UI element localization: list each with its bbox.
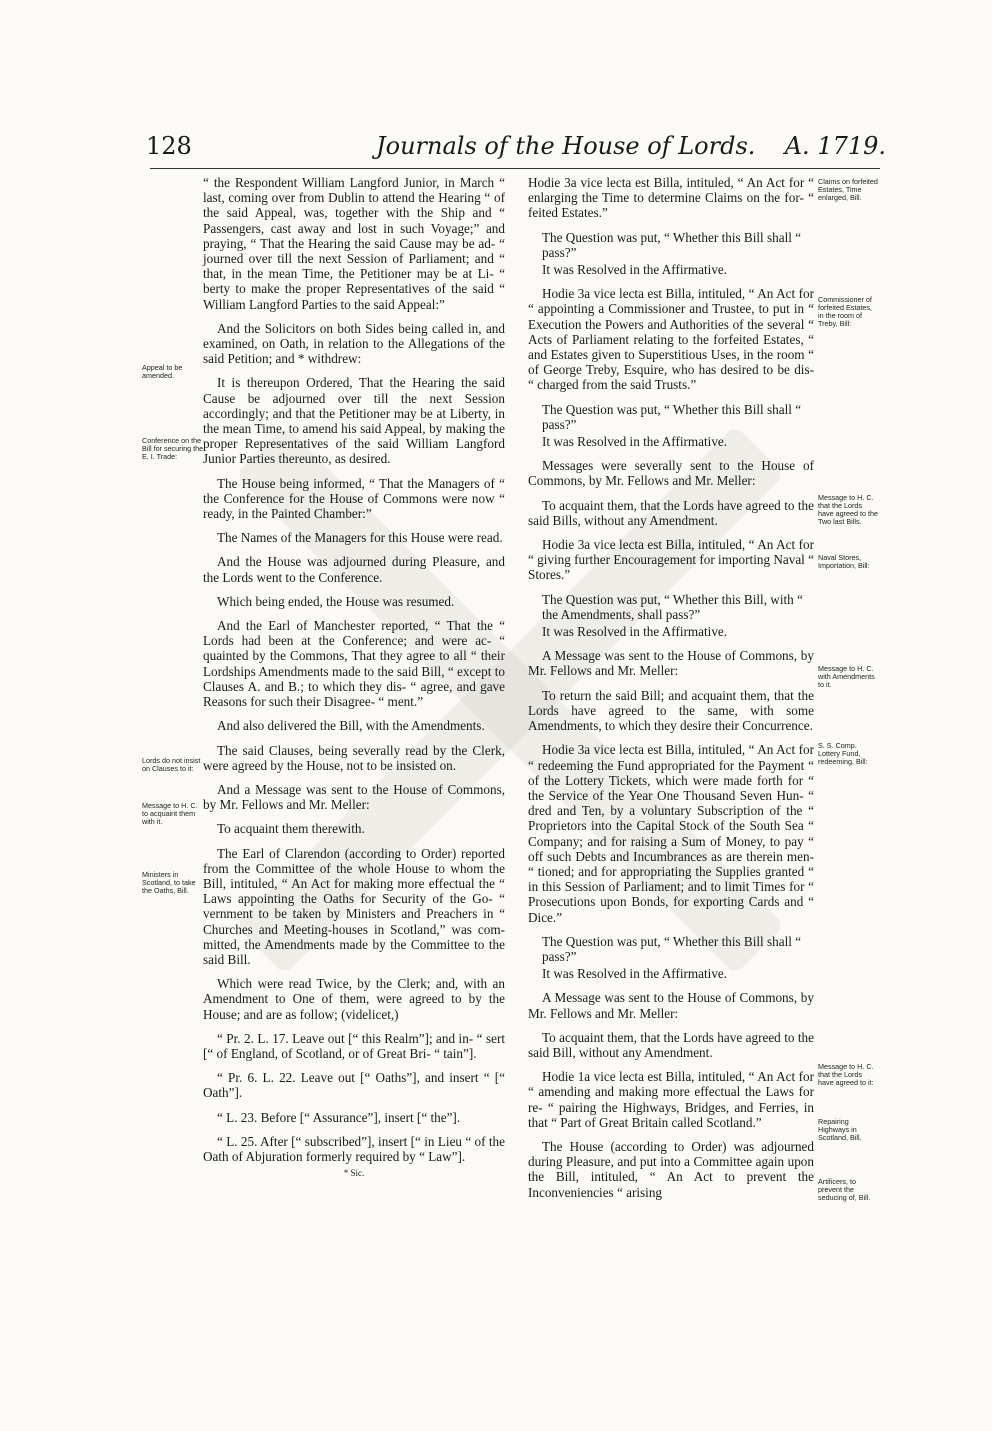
left-column	[203, 175, 505, 1181]
paragraph: Hodie 3a vice lecta est Billa, intituled, “ An Act for “ enlarging the Time to determine Claims on the for- “ feited Estates.”	[528, 175, 814, 221]
paragraph: Hodie 3a vice lecta est Billa, intituled, “ An Act for “ redeeming the Fund appropriated for the Payment “ of the Lottery Tickets, which were made forth for “ the Service of the Year One Thousand Seven Hun- “ dred and Ten, by a voluntary Subscription of the “ Proprietors into the Capital Stock of the South Sea “ Company; and for raising a Sum of Money, to pay “ off such Debts and Incumbrances as are therein men- “ tioned; and for appropriating the Supplies granted “ in this Session of Parliament; and to limit Times for “ Prosecutions upon Bonds, for exporting Cards and “ Dice.”	[528, 742, 814, 925]
paragraph: And the House was adjourned during Pleasure, and the Lords went to the Conference.	[203, 554, 505, 585]
paragraph: And the Solicitors on both Sides being called in, and examined, on Oath, in relation to the Allegations of the said Petition; and * withdrew:	[203, 320, 505, 367]
margin-note: Lords do not insist on Clauses to it:	[142, 756, 201, 773]
paragraph: And also delivered the Bill, with the Amendments.	[217, 718, 485, 734]
margin-note: Naval Stores, Importation, Bill:	[818, 553, 870, 570]
paragraph: “ Pr. 6. L. 22. Leave out [“ Oaths”], and insert “ [“ Oath”].	[203, 1070, 505, 1101]
paragraph: “ Pr. 2. L. 17. Leave out [“ this Realm”]; and in- “ sert [“ of England, of Scotland, or of Great Bri- “ tain”].	[203, 1030, 505, 1061]
page-header	[146, 132, 886, 172]
paragraph: The House (according to Order) was adjourned during Pleasure, and put into a Committee again upon the Bill, intituled, “ An Act to prevent the Inconveniencies “ arising	[528, 1138, 814, 1200]
page-year: A. 1719.	[784, 132, 886, 160]
margin-note: Message to H. C. to acquaint them with it.	[142, 801, 198, 826]
footnote: * Sic.	[343, 1168, 365, 1179]
question-line: The Question was put, “ Whether this Bill shall “ pass?”	[542, 229, 802, 260]
paragraph: Which were read Twice, by the Clerk; and, with an Amendment to One of them, were agreed to by the House; and are as follow; (videlicet,)	[203, 976, 505, 1022]
resolution-line: It was Resolved in the Affirmative.	[542, 966, 728, 982]
margin-note: Artificers, to prevent the seducing of, Bill.	[818, 1177, 871, 1202]
paragraph: The Names of the Managers for this House were read.	[217, 530, 503, 546]
paragraph: Which being ended, the House was resumed.	[217, 593, 455, 609]
margin-note: Message to H. C. with Amendments to it.	[818, 664, 875, 689]
paragraph: A Message was sent to the House of Commons, by Mr. Fellows and Mr. Meller:	[528, 990, 814, 1021]
paragraph: Hodie 1a vice lecta est Billa, intituled, “ An Act for “ amending and making more effectual the Laws for re- “ pairing the Highways, Bridges, and Ferries, in that “ Part of Great Britain called Scotland.”	[528, 1069, 814, 1130]
running-title: Journals of the House of Lords.	[376, 132, 756, 160]
resolution-line: It was Resolved in the Affirmative.	[542, 262, 728, 278]
paragraph: To acquaint them therewith.	[217, 821, 365, 837]
margin-note: S. S. Comp. Lottery Fund, redeeming, Bill:	[818, 741, 868, 766]
question-line: The Question was put, “ Whether this Bill shall “ pass?”	[542, 401, 802, 432]
margin-note: Claims on forfeited Estates, Time enlarged, Bill.	[818, 177, 878, 202]
paragraph: It is thereupon Ordered, That the Hearing the said Cause be adjourned over till the next Session accordingly; and that the Petitioner may be at Liberty, in the mean Time, to amend his said Appeal, by making the proper Representatives of the said William Langford Junior Parties thereunto, as desired.	[203, 375, 505, 467]
margin-note: Appeal to be amended.	[142, 363, 183, 380]
margin-note: Message to H. C. that the Lords have agreed to it:	[818, 1062, 874, 1087]
paragraph: And a Message was sent to the House of Commons, by Mr. Fellows and Mr. Meller:	[203, 781, 505, 813]
question-line: The Question was put, “ Whether this Bill, with “ the Amendments, shall pass?”	[542, 591, 803, 622]
paragraph: Messages were severally sent to the House of Commons, by Mr. Fellows and Mr. Meller:	[528, 458, 814, 489]
paragraph: To acquaint them, that the Lords have agreed to the said Bills, without any Amendment.	[528, 497, 814, 528]
margin-note: Repairing Highways in Scotland, Bill.	[818, 1117, 862, 1142]
paragraph: “ L. 23. Before [“ Assurance”], insert [“ the”].	[217, 1109, 461, 1125]
paragraph: The Earl of Clarendon (according to Order) reported from the Committee of the whole House to whom the Bill, intituled, “ An Act for making more effectual the “ Laws appointing the Oaths for Security of the Go- “ vernment to be taken by Ministers and Preachers in “ Churches and Meeting-houses in Scotland,” was com- mitted, the Amendments made by the Committee to the said Bill.	[203, 845, 505, 967]
resolution-line: It was Resolved in the Affirmative.	[542, 434, 728, 450]
margin-note: Ministers in Scotland, to take the Oaths, Bill.	[142, 870, 196, 895]
right-column	[528, 175, 814, 1209]
question-line: The Question was put, “ Whether this Bill shall “ pass?”	[542, 933, 802, 964]
paragraph: Hodie 3a vice lecta est Billa, intituled, “ An Act for “ appointing a Commissioner and Trustee, to put in “ Execution the Powers and Authorities of the several “ Acts of Parliament relating to the forfeited Estates, “ and Estates given to Superstitious Uses, in the room “ of George Treby, Esquire, who has desired to be dis- “ charged from the said Trusts.”	[528, 286, 814, 393]
paragraph: “ L. 25. After [“ subscribed”], insert [“ in Lieu “ of the Oath of Abjuration formerly required by “ Law”].	[203, 1133, 505, 1164]
page-number: 128	[146, 132, 192, 160]
paragraph: And the Earl of Manchester reported, “ That the “ Lords had been at the Conference; and were ac- “ quainted by the Commons, That they agree to all “ their Lordships Amendments made to the said Bill, “ except to Clauses A. and B.; to which they dis- “ agree, and gave Reasons for such their Disagree- “ ment.”	[203, 618, 505, 710]
margin-note: Conference on the Bill for securing the E. I. Trade:	[142, 436, 204, 461]
paragraph: The House being informed, “ That the Managers of “ the Conference for the House of Commons were now “ ready, in the Painted Chamber:”	[203, 475, 505, 522]
paragraph: To acquaint them, that the Lords have agreed to the said Bill, without any Amendment.	[528, 1029, 814, 1060]
margin-note: Message to H. C. that the Lords have agreed to the Two last Bills.	[818, 493, 878, 526]
paragraph: A Message was sent to the House of Commons, by Mr. Fellows and Mr. Meller:	[528, 648, 814, 679]
header-rule	[150, 168, 880, 169]
resolution-line: It was Resolved in the Affirmative.	[542, 624, 728, 640]
paragraph: To return the said Bill; and acquaint them, that the Lords have agreed to the same, with some Amendments, to which they desire their Concurrence.	[528, 687, 814, 734]
paragraph: “ the Respondent William Langford Junior, in March “ last, coming over from Dublin to attend the Hearing “ of the said Appeal, was, together with the Ship and “ Passengers, cast away and lost in such Voyage;” and praying, “ That the Hearing the said Cause may be ad- “ journed over till the next Session of Parliament; and “ that, in the mean Time, the Petitioner may be at Li- “ berty to make the proper Representatives of the said “ William Langford Parties to the said Appeal:”	[203, 175, 505, 312]
paragraph: Hodie 3a vice lecta est Billa, intituled, “ An Act for “ giving further Encouragement for importing Naval “ Stores.”	[528, 537, 814, 583]
paragraph: The said Clauses, being severally read by the Clerk, were agreed by the House, not to be insisted on.	[203, 742, 505, 773]
margin-note: Commissioner of forfeited Estates, in the room of Treby, Bill:	[818, 295, 872, 328]
